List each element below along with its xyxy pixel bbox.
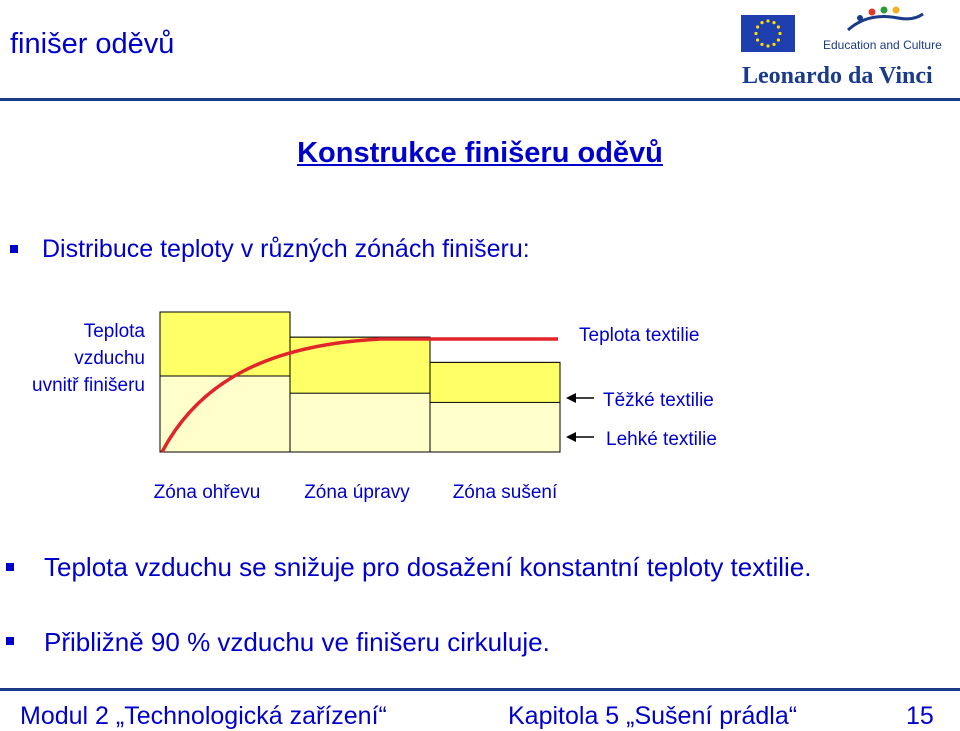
zone-blocks	[160, 312, 560, 452]
zone-label-treatment: Zóna úpravy	[304, 482, 410, 503]
header-divider	[0, 98, 960, 101]
zone-air-level-2	[290, 337, 430, 393]
temperature-zone-diagram	[0, 300, 960, 520]
bullet-icon	[6, 563, 14, 571]
footer-chapter: Kapitola 5 „Sušení prádla“	[508, 702, 798, 730]
slide-title: Konstrukce finišeru oděvů	[297, 137, 663, 169]
bullet-icon	[6, 637, 14, 645]
bullet-icon	[10, 245, 18, 253]
logo-leonardo-da-vinci: Leonardo da Vinci	[742, 63, 933, 89]
note-air-circulation: Přibližně 90 % vzduchu ve finišeru cirkuluje.	[44, 627, 550, 657]
heavy-textile-label: Těžké textilie	[603, 390, 714, 411]
zone-air-level-1	[160, 312, 290, 376]
light-textile-label: Lehké textilie	[606, 429, 717, 450]
page-number: 15	[906, 702, 934, 730]
footer-module: Modul 2 „Technologická zařízení“	[20, 702, 387, 730]
air-temp-label-line3: uvnitř finišeru	[32, 375, 145, 396]
bullet-distribution-text: Distribuce teploty v různých zónách finišeru:	[42, 235, 530, 263]
zone-air-level-3	[430, 362, 560, 402]
zone-label-drying: Zóna sušení	[452, 482, 558, 503]
eu-flag-logo	[741, 15, 795, 52]
header-title: finišer oděvů	[10, 28, 175, 60]
footer-divider	[0, 688, 960, 691]
textile-temp-label: Teplota textilie	[579, 325, 700, 346]
zone-label-heating: Zóna ohřevu	[153, 482, 261, 503]
education-culture-logo-mark	[828, 4, 938, 36]
logo-caption-education-culture: Education and Culture	[823, 38, 942, 52]
heavy-arrow-head-icon	[566, 393, 576, 403]
air-temp-label-line1: Teplota	[83, 321, 145, 342]
light-arrow-head-icon	[566, 432, 576, 442]
note-air-temperature: Teplota vzduchu se snižuje pro dosažení konstantní teploty textilie.	[44, 552, 812, 582]
air-temp-label-line2: vzduchu	[74, 348, 145, 369]
